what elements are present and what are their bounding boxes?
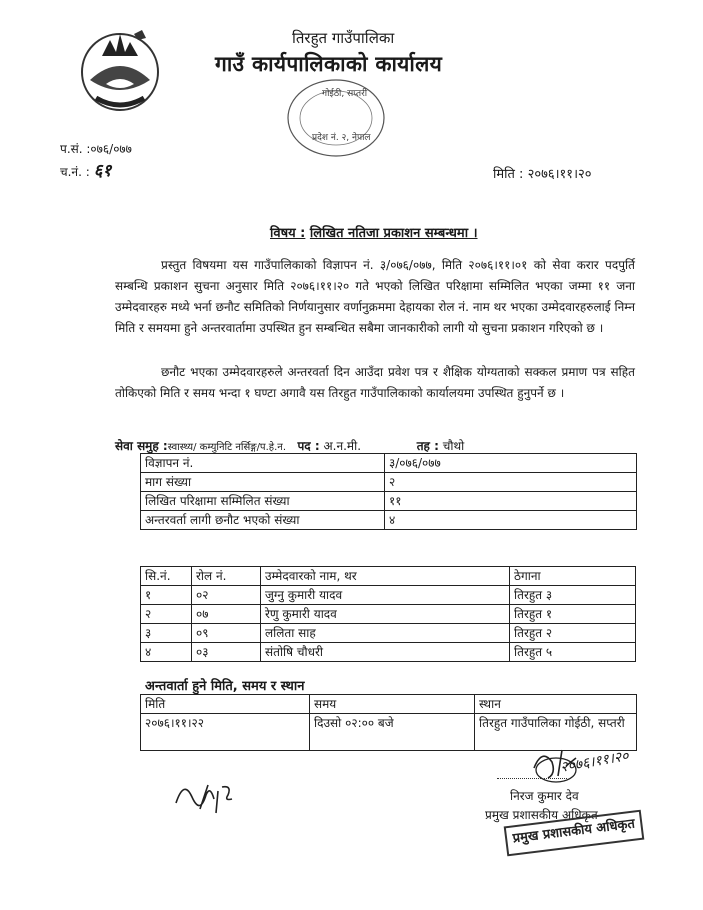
municipality-name: तिरहुत गाउँपालिका <box>292 29 395 47</box>
service-details <box>115 437 464 454</box>
table-cell: ३ <box>141 624 192 643</box>
table-cell: तिरहुत गाउँपालिका गोईठी, सप्तरी <box>475 714 637 751</box>
table-row <box>141 473 637 492</box>
column-header: उम्मेदवारको नाम, थर <box>261 567 510 586</box>
table-cell: रेणु कुमारी यादव <box>261 605 510 624</box>
table-row <box>141 454 637 473</box>
table-cell: १ <box>141 586 192 605</box>
table-cell: दिउसो ०२:०० बजे <box>310 714 475 751</box>
table-cell: २ <box>385 473 637 492</box>
table-cell: विज्ञापन नं. <box>141 454 385 473</box>
paragraph-text: प्रस्तुत विषयमा यस गाउँपालिकाको विज्ञापन नं. ३/०७६/०७७, मिति २०७६।११।०१ को सेवा करार पदपुर्ति सम्बन्धि प्रकाशन सुचना अनुसार मिति २०७६।११।२० गते भएको लिखित परिक्षामा सम्मिलित भएका जम्मा ११ जना उम्मेदवारहरु मध्ये भर्ना छनौट समितिको निर्णयानुसार वर्णानुक्रममा देहायका रोल नं. नाम थर भएका उम्मेदवारहरुलाई निम्न मिति र समयमा हुने अन्तरवार्तामा उपस्थित हुन सम्बन्धित सबैमा जानकारीको लागी यो सुचना प्रकाशन गरिएको छ । <box>115 258 635 335</box>
paragraph-text: छनौट भएका उम्मेदवारहरुले अन्तरवर्ता दिन आउँदा प्रवेश पत्र र शैक्षिक योग्यताको सक्कल प्रमाण पत्र सहित तोकिएको मिति र समय भन्दा १ घण्टा अगावै यस तिरहुत गाउँपालिकाको कार्यालयमा उपस्थित हुनुपर्ने छ । <box>115 365 635 400</box>
column-header: रोल नं. <box>192 567 261 586</box>
officer-title: प्रमुख प्रशासकीय अधिकृत <box>485 808 598 822</box>
table-cell: तिरहुत ३ <box>510 586 636 605</box>
summary-table <box>140 453 637 530</box>
table-row <box>141 492 637 511</box>
post-value: अ.न.मी. <box>323 439 362 453</box>
table-cell: अन्तरवर्ता लागी छनौट भएको संख्या <box>141 511 385 530</box>
level-label: तह : <box>416 439 439 453</box>
letter-date <box>493 164 592 182</box>
table-cell: ०९ <box>192 624 261 643</box>
table-header-row <box>141 567 636 586</box>
column-header: सि.नं. <box>141 567 192 586</box>
signature-date: २०७६।११।२० <box>559 748 630 776</box>
subject-text: लिखित नतिजा प्रकाशन सम्बन्धमा । <box>309 226 478 241</box>
table-row <box>141 605 636 624</box>
column-header: ठेगाना <box>510 567 636 586</box>
table-row <box>141 511 637 530</box>
table-cell: लिखित परिक्षामा सम्मिलित संख्या <box>141 492 385 511</box>
dispatch-number-value: ६१ <box>93 161 112 181</box>
table-cell: ०२ <box>192 586 261 605</box>
table-cell: जुग्नु कुमारी यादव <box>261 586 510 605</box>
office-seal <box>268 72 408 162</box>
post-label: पद : <box>297 439 320 453</box>
table-cell: ललिता साह <box>261 624 510 643</box>
letter-number-value: :०७६/०७७ <box>86 142 132 156</box>
date-label: मिति : <box>493 167 524 182</box>
nepal-emblem-icon <box>72 22 168 118</box>
group-label: सेवा समुह : <box>115 439 168 453</box>
dispatch-number-label: च.नं. : <box>60 165 90 179</box>
candidates-table <box>140 566 636 662</box>
table-cell: ०३ <box>192 643 261 662</box>
column-header: मिति <box>141 695 310 714</box>
officer-name: निरज कुमार देव <box>510 789 579 803</box>
subject-label: विषय : <box>270 226 306 241</box>
table-row <box>141 624 636 643</box>
table-cell: ४ <box>141 643 192 662</box>
table-header-row <box>141 695 637 714</box>
table-cell: माग संख्या <box>141 473 385 492</box>
table-cell: तिरहुत १ <box>510 605 636 624</box>
seal-line: प्रदेश नं. २, नेपाल <box>312 133 371 143</box>
schedule-title: अन्तवार्ता हुने मिति, समय र स्थान <box>145 679 305 694</box>
dispatch-number <box>60 158 111 181</box>
table-cell: ४ <box>385 511 637 530</box>
table-cell: तिरहुत ५ <box>510 643 636 662</box>
column-header: समय <box>310 695 475 714</box>
group-value: स्वास्थ्य/ कम्युनिटि नर्सिङ्ग/प.हे.न. <box>167 442 287 453</box>
letter-number <box>60 140 132 157</box>
table-row <box>141 643 636 662</box>
level-value: चौथो <box>442 439 465 453</box>
table-cell: २ <box>141 605 192 624</box>
initials-signature-icon <box>170 765 250 825</box>
body-paragraph-2 <box>115 362 635 404</box>
date-value: २०७६।११।२० <box>527 167 592 182</box>
table-cell: ३/०७६/०७७ <box>385 454 637 473</box>
table-row <box>141 586 636 605</box>
subject-line <box>270 223 478 241</box>
table-cell: २०७६।११।२२ <box>141 714 310 751</box>
signature-line <box>497 778 567 779</box>
column-header: स्थान <box>475 695 637 714</box>
table-cell: संतोषि चौधरी <box>261 643 510 662</box>
table-cell: ११ <box>385 492 637 511</box>
seal-line: गोईठी, सप्तरी <box>322 89 368 99</box>
letter-number-label: प.सं. <box>60 142 83 156</box>
office-title: गाउँ कार्यपालिकाको कार्यालय <box>215 52 443 76</box>
table-cell: ०७ <box>192 605 261 624</box>
officer-stamp: प्रमुख प्रशासकीय अधिकृत <box>504 810 645 857</box>
table-cell: तिरहुत २ <box>510 624 636 643</box>
body-paragraph-1 <box>115 255 635 339</box>
